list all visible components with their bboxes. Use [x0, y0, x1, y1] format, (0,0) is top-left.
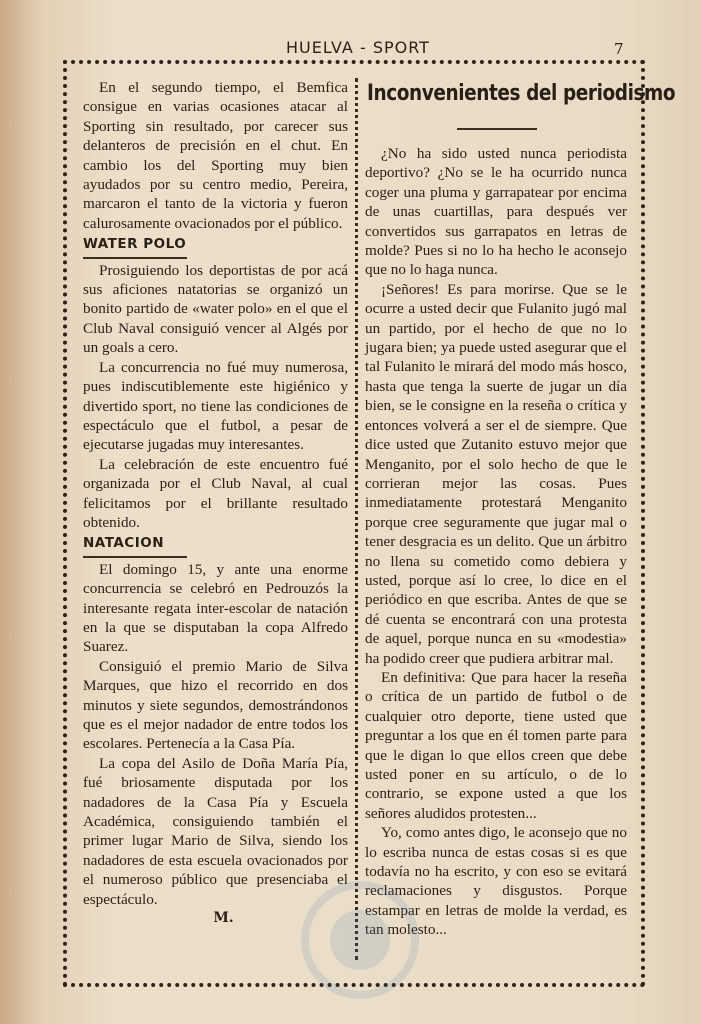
- natacion-paragraph: Consiguió el premio Mario de Silva Marques, que hizo el recorrido en dos minutos y siete segundos, demostrándonos que es el mejor nadador de entre todos los escolares. Pertenecía a la Casa Pía.: [83, 657, 348, 753]
- publication-title: HUELVA - SPORT: [286, 38, 430, 57]
- left-column: [83, 78, 348, 928]
- article-paragraph: ¿No ha sido usted nunca periodista deportivo? ¿No se le ha ocurrido nunca coger una pluma y garrapatear por encima de unas cuartillas, para después ver convertidos sus garrapatos en letras de molde? Pues si no lo ha hecho le aconsejo que no lo haga nunca.: [365, 145, 627, 279]
- author-signature: M.: [213, 910, 234, 927]
- right-column: [365, 78, 676, 940]
- title-rule: [457, 128, 537, 130]
- article-paragraph: ¡Señores! Es para morirse. Que se le ocurre a usted decir que Fulanito jugó mal un partido, por el hecho de que no lo jugara bien; ya puede usted asegurar que el tal Fulanito le mirará del modo más hosco, hasta que tenga la suerte de jugar un día bien, se le consigne en la reseña o crítica y entonces volverá a ser el de siempre. Que dice usted que Zutanito estuvo mejor que Menganito, por el solo hecho de que le corrieran mejor las cosas. Pues inmediatamente protestará Menganito porque cree seguramente que jugar mal o tener desgracia es un delito. Que un árbitro no llena su cometido como debiera y usted, porque así lo cree, lo dice en el periódico en que escriba. Antes de que se dé cuenta se encontrará con una protesta de aquel, porque nunca en su «modestia» ha podido creer que pudiera arbitrar mal.: [365, 280, 627, 667]
- page-number: 7: [614, 40, 624, 58]
- column-divider: [355, 78, 358, 960]
- water-polo-paragraph: La celebración de este encuentro fué organizada por el Club Naval, al cual felicitamos por el brillante resultado obtenido.: [83, 455, 348, 531]
- natacion-paragraph: El domingo 15, y ante una enorme concurrencia se celebró en Pedrouzós la interesante regata inter-escolar de natación en la que se disputaban la copa Alfredo Suarez.: [83, 560, 348, 656]
- intro-paragraph: En el segundo tiempo, el Bemfica consigue en varias ocasiones atacar al Sporting sin resultado, por carecer sus delanteros de precisión en el chut. En cambio los del Sporting muy bien ayudados por su centro medio, Pereira, marcaron el tanto de la victoria y fueron calurosamente ovacionados por el público.: [83, 79, 348, 232]
- natacion-heading: NATACION: [83, 534, 187, 557]
- page-header: [0, 38, 701, 58]
- water-polo-paragraph: Prosiguiendo los deportistas de por acá sus aficiones natatorias se organizó un bonito partido de «water polo» en el que el Club Naval consiguió vencer al Algés por un goals a cero.: [83, 261, 348, 357]
- article-paragraph: En definitiva: Que para hacer la reseña o crítica de un partido de futbol o de cualquier otro deporte, tiene usted que preguntar a los que en él tomen parte para que le digan lo que ellos creen que debe usted poner en su artículo, o de lo contrario, se expone usted a que los señores aludidos protesten...: [365, 668, 627, 822]
- water-polo-paragraph: La concurrencia no fué muy numerosa, pues indiscutiblemente este higiénico y divertido sport, no tiene las condiciones de espectáculo que el futbol, a pesar de ejecutarse jugadas muy interesantes.: [83, 358, 348, 454]
- article-paragraph: Yo, como antes digo, le aconsejo que no lo escriba nunca de estas cosas si es que todavía no ha escrito, y con eso se evitará reclamaciones y disgustos. Porque estampar en letras de molde la verdad, es tan molesto...: [365, 824, 627, 939]
- water-polo-heading: WATER POLO: [83, 235, 187, 258]
- article-title: Inconvenientes del periodismo: [367, 81, 676, 106]
- natacion-paragraph: La copa del Asilo de Doña María Pía, fué briosamente disputada por los nadadores de la Casa Pía y Escuela Académica, consiguiendo también el primer lugar Mario de Silva, siendo los nadadores de esta escuela ovacionados por el numeroso público que presenciaba el espectáculo.: [83, 754, 348, 908]
